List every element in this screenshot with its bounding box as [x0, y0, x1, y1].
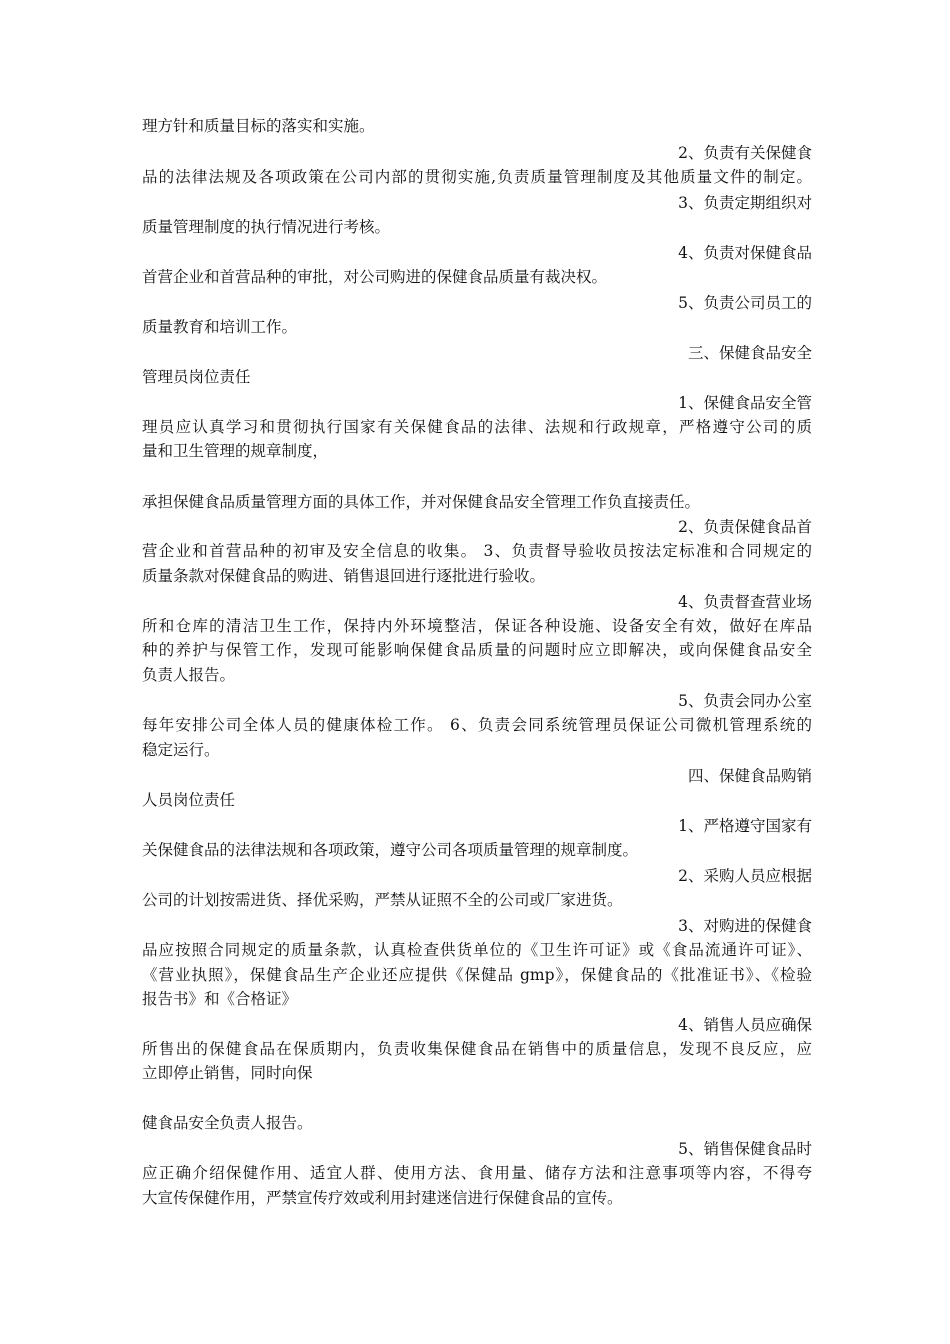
text-line: 5、负责公司员工的 — [678, 294, 812, 312]
text-line: 3、对购进的保健食 — [678, 917, 812, 935]
text-line: 5、负责会同办公室 — [678, 692, 812, 710]
text-line: 首营企业和首营品种的审批，对公司购进的保健食品质量有裁决权。 — [142, 268, 608, 286]
text-line: 承担保健食品质量管理方面的具体工作，并对保健食品安全管理工作负直接责任。 — [142, 493, 701, 511]
text-line: 品应按照合同规定的质量条款，认真检查供货单位的《卫生许可证》或《食品流通许可证》、 — [142, 941, 812, 959]
text-line: 应正确介绍保健作用、适宜人群、使用方法、食用量、储存方法和注意事项等内容，不得夸 — [142, 1164, 812, 1182]
text-line: 2、负责有关保健食 — [678, 144, 812, 162]
text-line: 报告书》和《合格证》 — [142, 990, 298, 1008]
text-line: 公司的计划按需进货、择优采购，严禁从证照不全的公司或厂家进货。 — [142, 891, 623, 909]
text-line: 品的法律法规及各项政策在公司内部的贯彻实施,负责质量管理制度及其他质量文件的制定。 — [142, 168, 812, 186]
text-line: 4、负责对保健食品 — [678, 244, 812, 262]
text-line: 关保健食品的法律法规和各项政策，遵守公司各项质量管理的规章制度。 — [142, 841, 639, 859]
text-line: 理员应认真学习和贯彻执行国家有关保健食品的法律、法规和行政规章，严格遵守公司的质 — [142, 418, 812, 436]
text-line: 1、严格遵守国家有 — [678, 817, 812, 835]
text-line: 每年安排公司全体人员的健康体检工作。 6、负责会同系统管理员保证公司微机管理系统的 — [142, 716, 812, 734]
text-line: 负责人报告。 — [142, 666, 236, 684]
text-line: 立即停止销售，同时向保 — [142, 1064, 313, 1082]
text-line: 大宣传保健作用，严禁宣传疗效或利用封建迷信进行保健食品的宣传。 — [142, 1189, 623, 1207]
text-line: 种的养护与保管工作，发现可能影响保健食品质量的问题时应立即解决，或向保健食品安全 — [142, 641, 812, 659]
text-line: 《营业执照》，保健食品生产企业还应提供《保健品 gmp》，保健食品的《批准证书》、《检验 — [142, 966, 812, 984]
text-line: 量和卫生管理的规章制度， — [142, 442, 329, 460]
text-line: 所和仓库的清洁卫生工作，保持内外环境整洁，保证各种设施、设备安全有效，做好在库品 — [142, 617, 812, 635]
text-line: 5、销售保健食品时 — [678, 1140, 812, 1158]
text-line: 质量条款对保健食品的购进、销售退回进行逐批进行验收。 — [142, 567, 546, 585]
section-heading: 人员岗位责任 — [142, 791, 236, 809]
text-line: 3、负责定期组织对 — [678, 194, 812, 212]
text-line: 2、负责保健食品首 — [678, 518, 812, 536]
text-line: 1、保健食品安全管 — [678, 394, 812, 412]
text-line: 所售出的保健食品在保质期内，负责收集保健食品在销售中的质量信息，发现不良反应，应 — [142, 1040, 812, 1058]
text-line: 质量教育和培训工作。 — [142, 318, 298, 336]
text-line: 稳定运行。 — [142, 741, 220, 759]
text-line: 营企业和首营品种的初审及安全信息的收集。 3、负责督导验收员按法定标准和合同规定的 — [142, 542, 812, 560]
text-line: 质量管理制度的执行情况进行考核。 — [142, 218, 391, 236]
section-heading: 三、保健食品安全 — [687, 344, 812, 362]
section-heading: 管理员岗位责任 — [142, 368, 251, 386]
text-line: 理方针和质量目标的落实和实施。 — [142, 117, 375, 135]
section-heading: 四、保健食品购销 — [687, 767, 812, 785]
text-line: 4、销售人员应确保 — [678, 1016, 812, 1034]
text-line: 4、负责督查营业场 — [678, 593, 812, 611]
text-line: 健食品安全负责人报告。 — [142, 1114, 313, 1132]
text-line: 2、采购人员应根据 — [678, 867, 812, 885]
